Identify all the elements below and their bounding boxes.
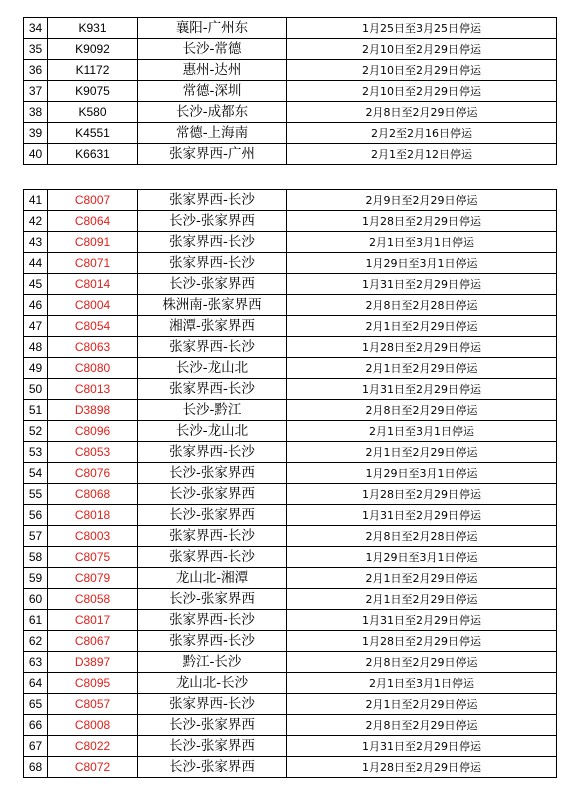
row-number: 62 [24,631,48,652]
suspension-period: 1月29日至3月1日停运 [287,547,557,568]
row-number: 59 [24,568,48,589]
table-row [24,547,557,568]
train-number: K6631 [48,144,138,165]
row-number: 49 [24,358,48,379]
suspension-period: 2月1日至2月29日停运 [287,358,557,379]
table-row [24,400,557,421]
route: 长沙-张家界西 [138,463,287,484]
table-row [24,295,557,316]
suspension-period: 1月28日至2月29日停运 [287,757,557,778]
train-number: C8075 [48,547,138,568]
train-number: K9092 [48,39,138,60]
train-number: C8076 [48,463,138,484]
table-row [24,736,557,757]
route: 长沙-龙山北 [138,421,287,442]
train-number: C8017 [48,610,138,631]
train-number: C8067 [48,631,138,652]
train-number: C8079 [48,568,138,589]
table-row [24,60,557,81]
suspension-period: 1月31日至2月29日停运 [287,610,557,631]
row-number: 45 [24,274,48,295]
train-number: C8013 [48,379,138,400]
row-number: 65 [24,694,48,715]
row-number: 46 [24,295,48,316]
table-row [24,81,557,102]
suspension-period: 1月31日至2月29日停运 [287,274,557,295]
train-number: C8057 [48,694,138,715]
table-row [24,673,557,694]
train-number: K4551 [48,123,138,144]
train-number: K9075 [48,81,138,102]
suspension-period: 2月8日至2月29日停运 [287,102,557,123]
suspension-period: 2月1日至2月29日停运 [287,442,557,463]
train-number: C8004 [48,295,138,316]
train-number: C8063 [48,337,138,358]
suspension-period: 2月8日至2月28日停运 [287,295,557,316]
train-number: K1172 [48,60,138,81]
row-number: 47 [24,316,48,337]
suspension-period: 2月8日至2月28日停运 [287,526,557,547]
suspension-period: 2月1日至2月29日停运 [287,316,557,337]
row-number: 44 [24,253,48,274]
row-number: 36 [24,60,48,81]
row-number: 67 [24,736,48,757]
train-number: C8022 [48,736,138,757]
suspension-table-part-2 [23,189,557,778]
train-number: C8003 [48,526,138,547]
row-number: 53 [24,442,48,463]
table-row [24,337,557,358]
train-number: D3897 [48,652,138,673]
train-number: C8095 [48,673,138,694]
suspension-period: 2月2至2月16日停运 [287,123,557,144]
table-row [24,442,557,463]
route: 长沙-张家界西 [138,274,287,295]
route: 常德-深圳 [138,81,287,102]
route: 长沙-成都东 [138,102,287,123]
suspension-period: 2月10日至2月29日停运 [287,81,557,102]
table-row [24,652,557,673]
train-number: C8054 [48,316,138,337]
table-row [24,316,557,337]
row-number: 57 [24,526,48,547]
route: 黔江-长沙 [138,652,287,673]
table-row [24,144,557,165]
row-number: 52 [24,421,48,442]
suspension-period: 2月1日至3月1日停运 [287,232,557,253]
route: 长沙-张家界西 [138,211,287,232]
table-row [24,463,557,484]
row-number: 66 [24,715,48,736]
row-number: 34 [24,18,48,39]
row-number: 48 [24,337,48,358]
suspension-period: 2月1日至3月1日停运 [287,421,557,442]
row-number: 56 [24,505,48,526]
train-number: C8018 [48,505,138,526]
table-row [24,631,557,652]
train-number: D3898 [48,400,138,421]
table-row [24,18,557,39]
train-number: C8096 [48,421,138,442]
row-number: 55 [24,484,48,505]
table-row [24,526,557,547]
table-row [24,102,557,123]
train-number: C8053 [48,442,138,463]
route: 张家界西-长沙 [138,526,287,547]
route: 株洲南-张家界西 [138,295,287,316]
table-row [24,568,557,589]
row-number: 38 [24,102,48,123]
table-row [24,589,557,610]
route: 湘潭-张家界西 [138,316,287,337]
train-number: C8091 [48,232,138,253]
train-number: C8080 [48,358,138,379]
route: 张家界西-长沙 [138,190,287,211]
table-row [24,274,557,295]
row-number: 61 [24,610,48,631]
route: 惠州-达州 [138,60,287,81]
suspension-period: 1月28日至2月29日停运 [287,211,557,232]
route: 龙山北-湘潭 [138,568,287,589]
row-number: 43 [24,232,48,253]
train-number: C8008 [48,715,138,736]
row-number: 37 [24,81,48,102]
route: 常德-上海南 [138,123,287,144]
train-number: K931 [48,18,138,39]
table-row [24,421,557,442]
route: 长沙-张家界西 [138,736,287,757]
suspension-period: 1月25日至3月25日停运 [287,18,557,39]
suspension-period: 1月31日至2月29日停运 [287,505,557,526]
table-row [24,39,557,60]
train-number: C8072 [48,757,138,778]
suspension-period: 2月9日至2月29日停运 [287,190,557,211]
route: 长沙-张家界西 [138,505,287,526]
suspension-period: 2月1至2月12日停运 [287,144,557,165]
suspension-period: 1月29日至3月1日停运 [287,253,557,274]
row-number: 51 [24,400,48,421]
train-number: C8071 [48,253,138,274]
row-number: 58 [24,547,48,568]
table-row [24,190,557,211]
table-row [24,484,557,505]
route: 龙山北-长沙 [138,673,287,694]
route: 张家界西-长沙 [138,631,287,652]
route: 张家界西-长沙 [138,442,287,463]
table-row [24,232,557,253]
suspension-period: 2月8日至2月29日停运 [287,715,557,736]
route: 张家界西-长沙 [138,337,287,358]
suspension-period: 2月1日至3月1日停运 [287,673,557,694]
table-row [24,610,557,631]
suspension-period: 1月29日至3月1日停运 [287,463,557,484]
row-number: 35 [24,39,48,60]
table-row [24,358,557,379]
route: 长沙-龙山北 [138,358,287,379]
suspension-period: 2月8日至2月29日停运 [287,652,557,673]
row-number: 50 [24,379,48,400]
route: 张家界西-长沙 [138,253,287,274]
route: 长沙-张家界西 [138,715,287,736]
table-row [24,694,557,715]
route: 襄阳-广州东 [138,18,287,39]
train-number: C8007 [48,190,138,211]
suspension-period: 1月31日至2月29日停运 [287,379,557,400]
route: 长沙-张家界西 [138,589,287,610]
table-row [24,253,557,274]
row-number: 68 [24,757,48,778]
row-number: 60 [24,589,48,610]
row-number: 42 [24,211,48,232]
table-row [24,379,557,400]
suspension-period: 2月8日至2月29日停运 [287,400,557,421]
row-number: 41 [24,190,48,211]
route: 长沙-黔江 [138,400,287,421]
table-row [24,757,557,778]
table-row [24,123,557,144]
route: 张家界西-长沙 [138,694,287,715]
suspension-table-part-1 [23,17,557,165]
suspension-period: 2月1日至2月29日停运 [287,694,557,715]
route: 张家界西-长沙 [138,610,287,631]
row-number: 63 [24,652,48,673]
row-number: 54 [24,463,48,484]
route: 长沙-张家界西 [138,757,287,778]
table-row [24,211,557,232]
row-number: 40 [24,144,48,165]
train-number: C8064 [48,211,138,232]
route: 张家界西-广州 [138,144,287,165]
table-row [24,505,557,526]
route: 长沙-常德 [138,39,287,60]
suspension-period: 1月31日至2月29日停运 [287,736,557,757]
train-number: C8014 [48,274,138,295]
train-number: C8068 [48,484,138,505]
suspension-period: 1月28日至2月29日停运 [287,631,557,652]
table-row [24,715,557,736]
row-number: 64 [24,673,48,694]
route: 长沙-张家界西 [138,484,287,505]
suspension-period: 2月1日至2月29日停运 [287,568,557,589]
route: 张家界西-长沙 [138,232,287,253]
train-number: K580 [48,102,138,123]
suspension-period: 1月28日至2月29日停运 [287,484,557,505]
train-number: C8058 [48,589,138,610]
row-number: 39 [24,123,48,144]
suspension-period: 2月1日至2月29日停运 [287,589,557,610]
suspension-period: 2月10日至2月29日停运 [287,60,557,81]
route: 张家界西-长沙 [138,547,287,568]
route: 张家界西-长沙 [138,379,287,400]
suspension-period: 2月10日至2月29日停运 [287,39,557,60]
suspension-period: 1月28日至2月29日停运 [287,337,557,358]
